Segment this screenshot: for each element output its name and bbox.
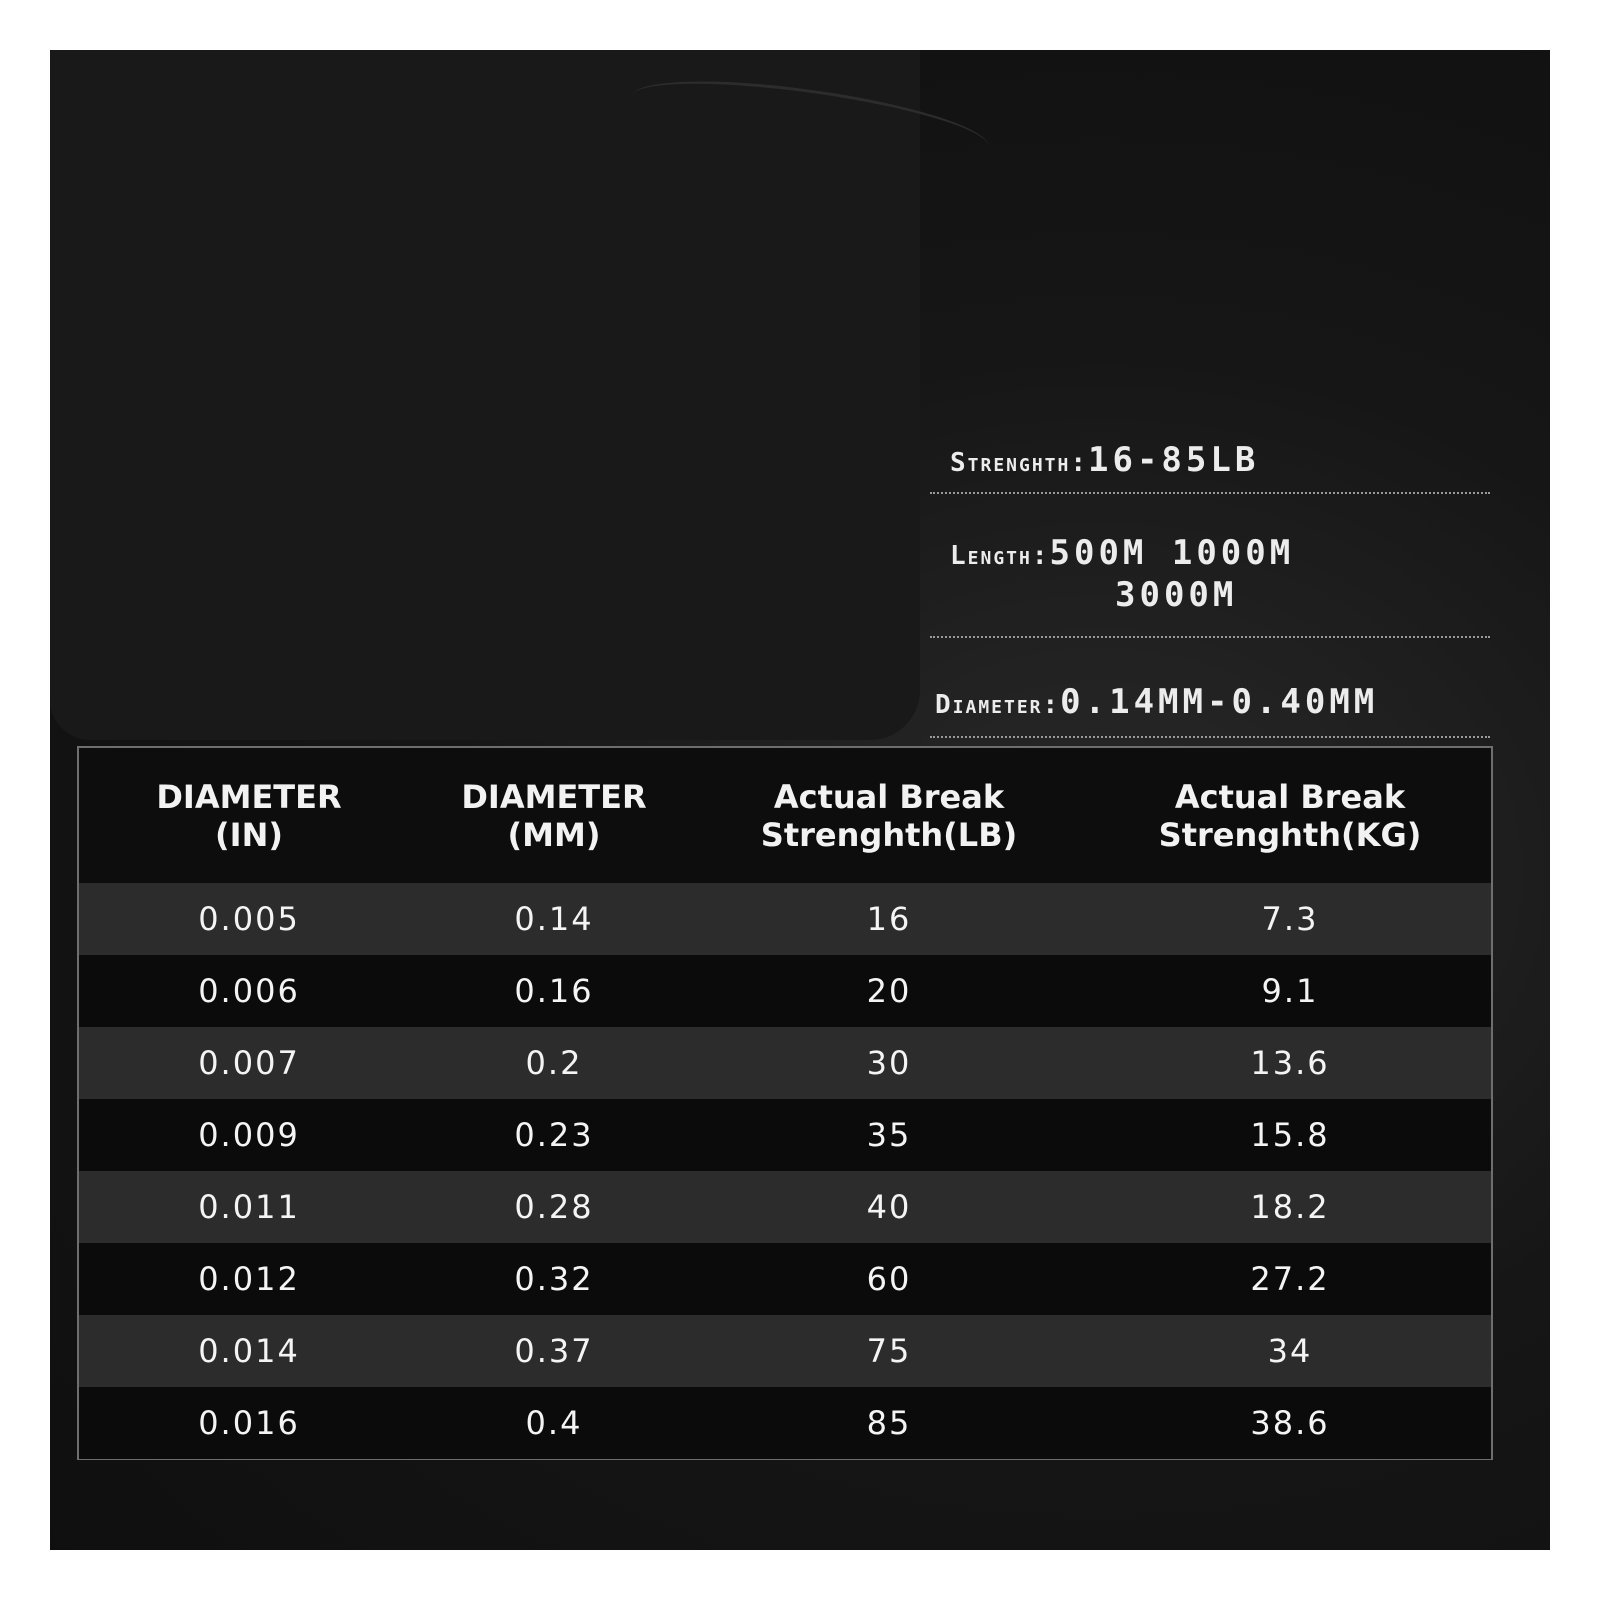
header-line: Actual Break	[1174, 777, 1406, 816]
spec-strength-value: 16-85LB	[1088, 440, 1260, 480]
cell-diameter-in: 0.011	[198, 1188, 300, 1226]
spec-diameter-value: 0.14MM-0.40MM	[1060, 682, 1379, 722]
cell-diameter-in: 0.005	[198, 900, 300, 938]
table-row	[79, 1387, 1491, 1459]
spec-strength-label: Strenghth:	[950, 448, 1089, 478]
size-table	[77, 746, 1493, 1460]
spec-strength	[930, 380, 1490, 494]
cell-break-lb: 20	[866, 972, 912, 1010]
spec-length-value-2: 3000M	[1115, 575, 1238, 615]
cell-diameter-in: 0.016	[198, 1404, 300, 1442]
cell-diameter-mm: 0.28	[514, 1188, 594, 1226]
cell-diameter-in: 0.009	[198, 1116, 300, 1154]
cell-break-kg: 7.3	[1261, 900, 1319, 938]
table-row	[79, 1315, 1491, 1387]
cell-diameter-mm: 0.32	[514, 1260, 594, 1298]
table-header	[79, 748, 1491, 883]
header-line: DIAMETER	[461, 777, 647, 816]
spec-diameter-label: Diameter:	[935, 690, 1061, 720]
cell-break-lb: 30	[866, 1044, 912, 1082]
spec-length-label: Length:	[950, 541, 1050, 571]
cell-break-kg: 15.8	[1250, 1116, 1330, 1154]
cell-break-kg: 34	[1267, 1332, 1313, 1370]
background-shape	[50, 50, 920, 740]
cell-break-kg: 27.2	[1250, 1260, 1330, 1298]
cell-break-kg: 38.6	[1250, 1404, 1330, 1442]
table-row	[79, 1243, 1491, 1315]
cell-break-kg: 9.1	[1261, 972, 1319, 1010]
cell-break-lb: 16	[866, 900, 912, 938]
cell-break-lb: 60	[866, 1260, 912, 1298]
cell-break-kg: 13.6	[1250, 1044, 1330, 1082]
table-row	[79, 1027, 1491, 1099]
cell-diameter-mm: 0.14	[514, 900, 594, 938]
header-line: DIAMETER	[156, 777, 342, 816]
header-diameter-in	[79, 748, 419, 883]
header-break-lb	[689, 748, 1089, 883]
cell-diameter-in: 0.007	[198, 1044, 300, 1082]
spec-length-value-1: 500M 1000M	[1049, 533, 1295, 573]
spec-diameter	[930, 636, 1490, 738]
cell-diameter-mm: 0.4	[525, 1404, 583, 1442]
table-row	[79, 1171, 1491, 1243]
table-row	[79, 955, 1491, 1027]
cell-break-lb: 35	[866, 1116, 912, 1154]
spec-length	[930, 492, 1490, 638]
cell-break-lb: 75	[866, 1332, 912, 1370]
cell-break-kg: 18.2	[1250, 1188, 1330, 1226]
table-row	[79, 883, 1491, 955]
cell-diameter-in: 0.012	[198, 1260, 300, 1298]
cell-diameter-mm: 0.16	[514, 972, 594, 1010]
header-line: Strenghth(KG)	[1158, 815, 1422, 854]
cell-diameter-mm: 0.2	[525, 1044, 583, 1082]
cell-break-lb: 40	[866, 1188, 912, 1226]
cell-diameter-in: 0.014	[198, 1332, 300, 1370]
header-diameter-mm	[419, 748, 689, 883]
cell-diameter-mm: 0.37	[514, 1332, 594, 1370]
cell-diameter-mm: 0.23	[514, 1116, 594, 1154]
header-line: (MM)	[507, 815, 601, 854]
table-row	[79, 1099, 1491, 1171]
cell-break-lb: 85	[866, 1404, 912, 1442]
header-line: (IN)	[215, 815, 283, 854]
header-line: Strenghth(LB)	[760, 815, 1018, 854]
cell-diameter-in: 0.006	[198, 972, 300, 1010]
header-line: Actual Break	[773, 777, 1005, 816]
header-break-kg	[1089, 748, 1491, 883]
